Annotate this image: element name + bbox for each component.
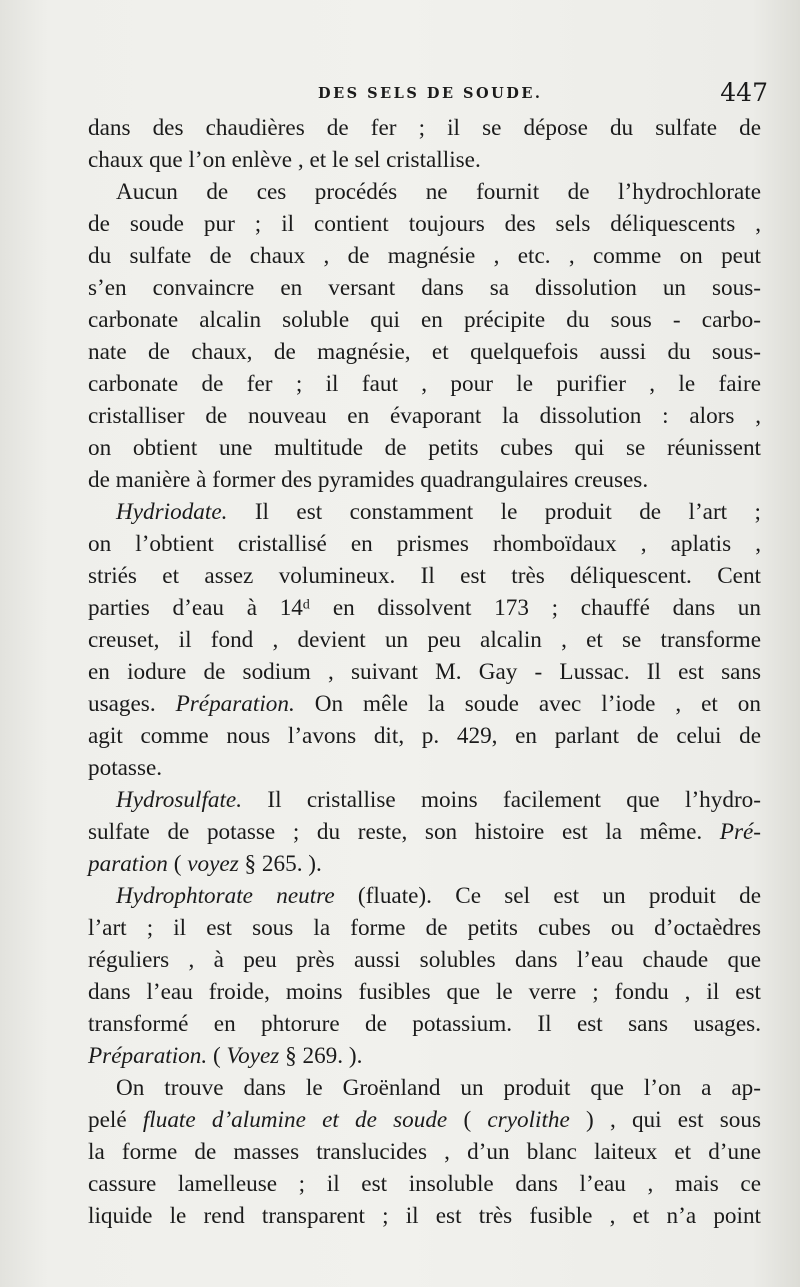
text-line: agit comme nous l’avons dit, p. 429, en parlant de celui de xyxy=(88,723,761,749)
page-number: 447 xyxy=(720,78,768,107)
text-line: l’art ; il est sous la forme de petits cubes ou d’octaèdres xyxy=(88,915,761,941)
text-line: On trouve dans le Groënland un produit que l’on a ap- xyxy=(116,1075,761,1101)
term-hydrosulfate: Hydrosulfate. xyxy=(116,787,243,813)
text-line: sulfate de potasse ; du reste, son histoire est la même. Pré- xyxy=(88,819,761,845)
term-hydrophtorate: Hydrophtorate neutre xyxy=(116,883,335,909)
text-line: la forme de masses translucides , d’un blanc laiteux et d’une xyxy=(88,1139,761,1165)
text-line: parties d’eau à 14ᵈ en dissolvent 173 ; chauffé dans un xyxy=(88,595,761,621)
text-line: dans des chaudières de fer ; il se dépose du sulfate de xyxy=(88,115,761,141)
text-line: Préparation. ( Voyez § 269. ). xyxy=(88,1043,363,1069)
text-line: transformé en phtorure de potassium. Il est sans usages. xyxy=(88,1011,761,1037)
text-line: carbonate alcalin soluble qui en précipite du sous - carbo- xyxy=(88,307,761,333)
text-line: s’en convaincre en versant dans sa dissolution un sous- xyxy=(88,275,761,301)
text-line: de manière à former des pyramides quadrangulaires creuses. xyxy=(88,467,649,493)
text-line: on l’obtient cristallisé en prismes rhomboïdaux , aplatis , xyxy=(88,531,761,557)
text-line: Hydrophtorate neutre (fluate). Ce sel est un produit de xyxy=(116,883,762,909)
text-line: striés et assez volumineux. Il est très déliquescent. Cent xyxy=(88,563,761,589)
text-line: nate de chaux, de magnésie, et quelquefois aussi du sous- xyxy=(88,339,761,365)
text-line: du sulfate de chaux , de magnésie , etc. , comme on peut xyxy=(88,243,761,269)
term-hydriodate: Hydriodate. xyxy=(116,499,228,525)
page-header xyxy=(88,78,768,112)
body-text xyxy=(88,112,761,1232)
text-line: chaux que l’on enlève , et le sel cristallise. xyxy=(88,147,481,173)
text-line: en iodure de sodium , suivant M. Gay - Lussac. Il est sans xyxy=(88,659,761,685)
text-line: cassure lamelleuse ; il est insoluble dans l’eau , mais ce xyxy=(88,1171,761,1197)
text-line: Hydriodate. Il est constamment le produit de l’art ; xyxy=(116,499,761,525)
text-line: réguliers , à peu près aussi solubles dans l’eau chaude que xyxy=(88,947,761,973)
running-title: DES SELS DE SOUDE. xyxy=(318,85,543,102)
text-line: de soude pur ; il contient toujours des sels déliquescents , xyxy=(88,211,761,237)
text-line: on obtient une multitude de petits cubes qui se réunissent xyxy=(88,435,761,461)
text-line: pelé fluate d’alumine et de soude ( cryolithe ) , qui est sous xyxy=(88,1107,762,1133)
text-line: paration ( voyez § 265. ). xyxy=(88,851,322,877)
text-line: potasse. xyxy=(88,755,163,781)
text-line: liquide le rend transparent ; il est très fusible , et n’a point xyxy=(88,1203,761,1229)
text-line: creuset, il fond , devient un peu alcalin , et se transforme xyxy=(88,627,761,653)
text-line: cristalliser de nouveau en évaporant la dissolution : alors , xyxy=(88,403,761,429)
text-line: usages. Préparation. On mêle la soude avec l’iode , et on xyxy=(88,691,761,717)
term-preparation: Préparation. xyxy=(175,691,295,717)
text-line: dans l’eau froide, moins fusibles que le verre ; fondu , il est xyxy=(88,979,761,1005)
text-line: Hydrosulfate. Il cristallise moins facilement que l’hydro- xyxy=(116,787,761,813)
text-line: carbonate de fer ; il faut , pour le purifier , le faire xyxy=(88,371,761,397)
text-line: Aucun de ces procédés ne fournit de l’hydrochlorate xyxy=(116,179,761,205)
